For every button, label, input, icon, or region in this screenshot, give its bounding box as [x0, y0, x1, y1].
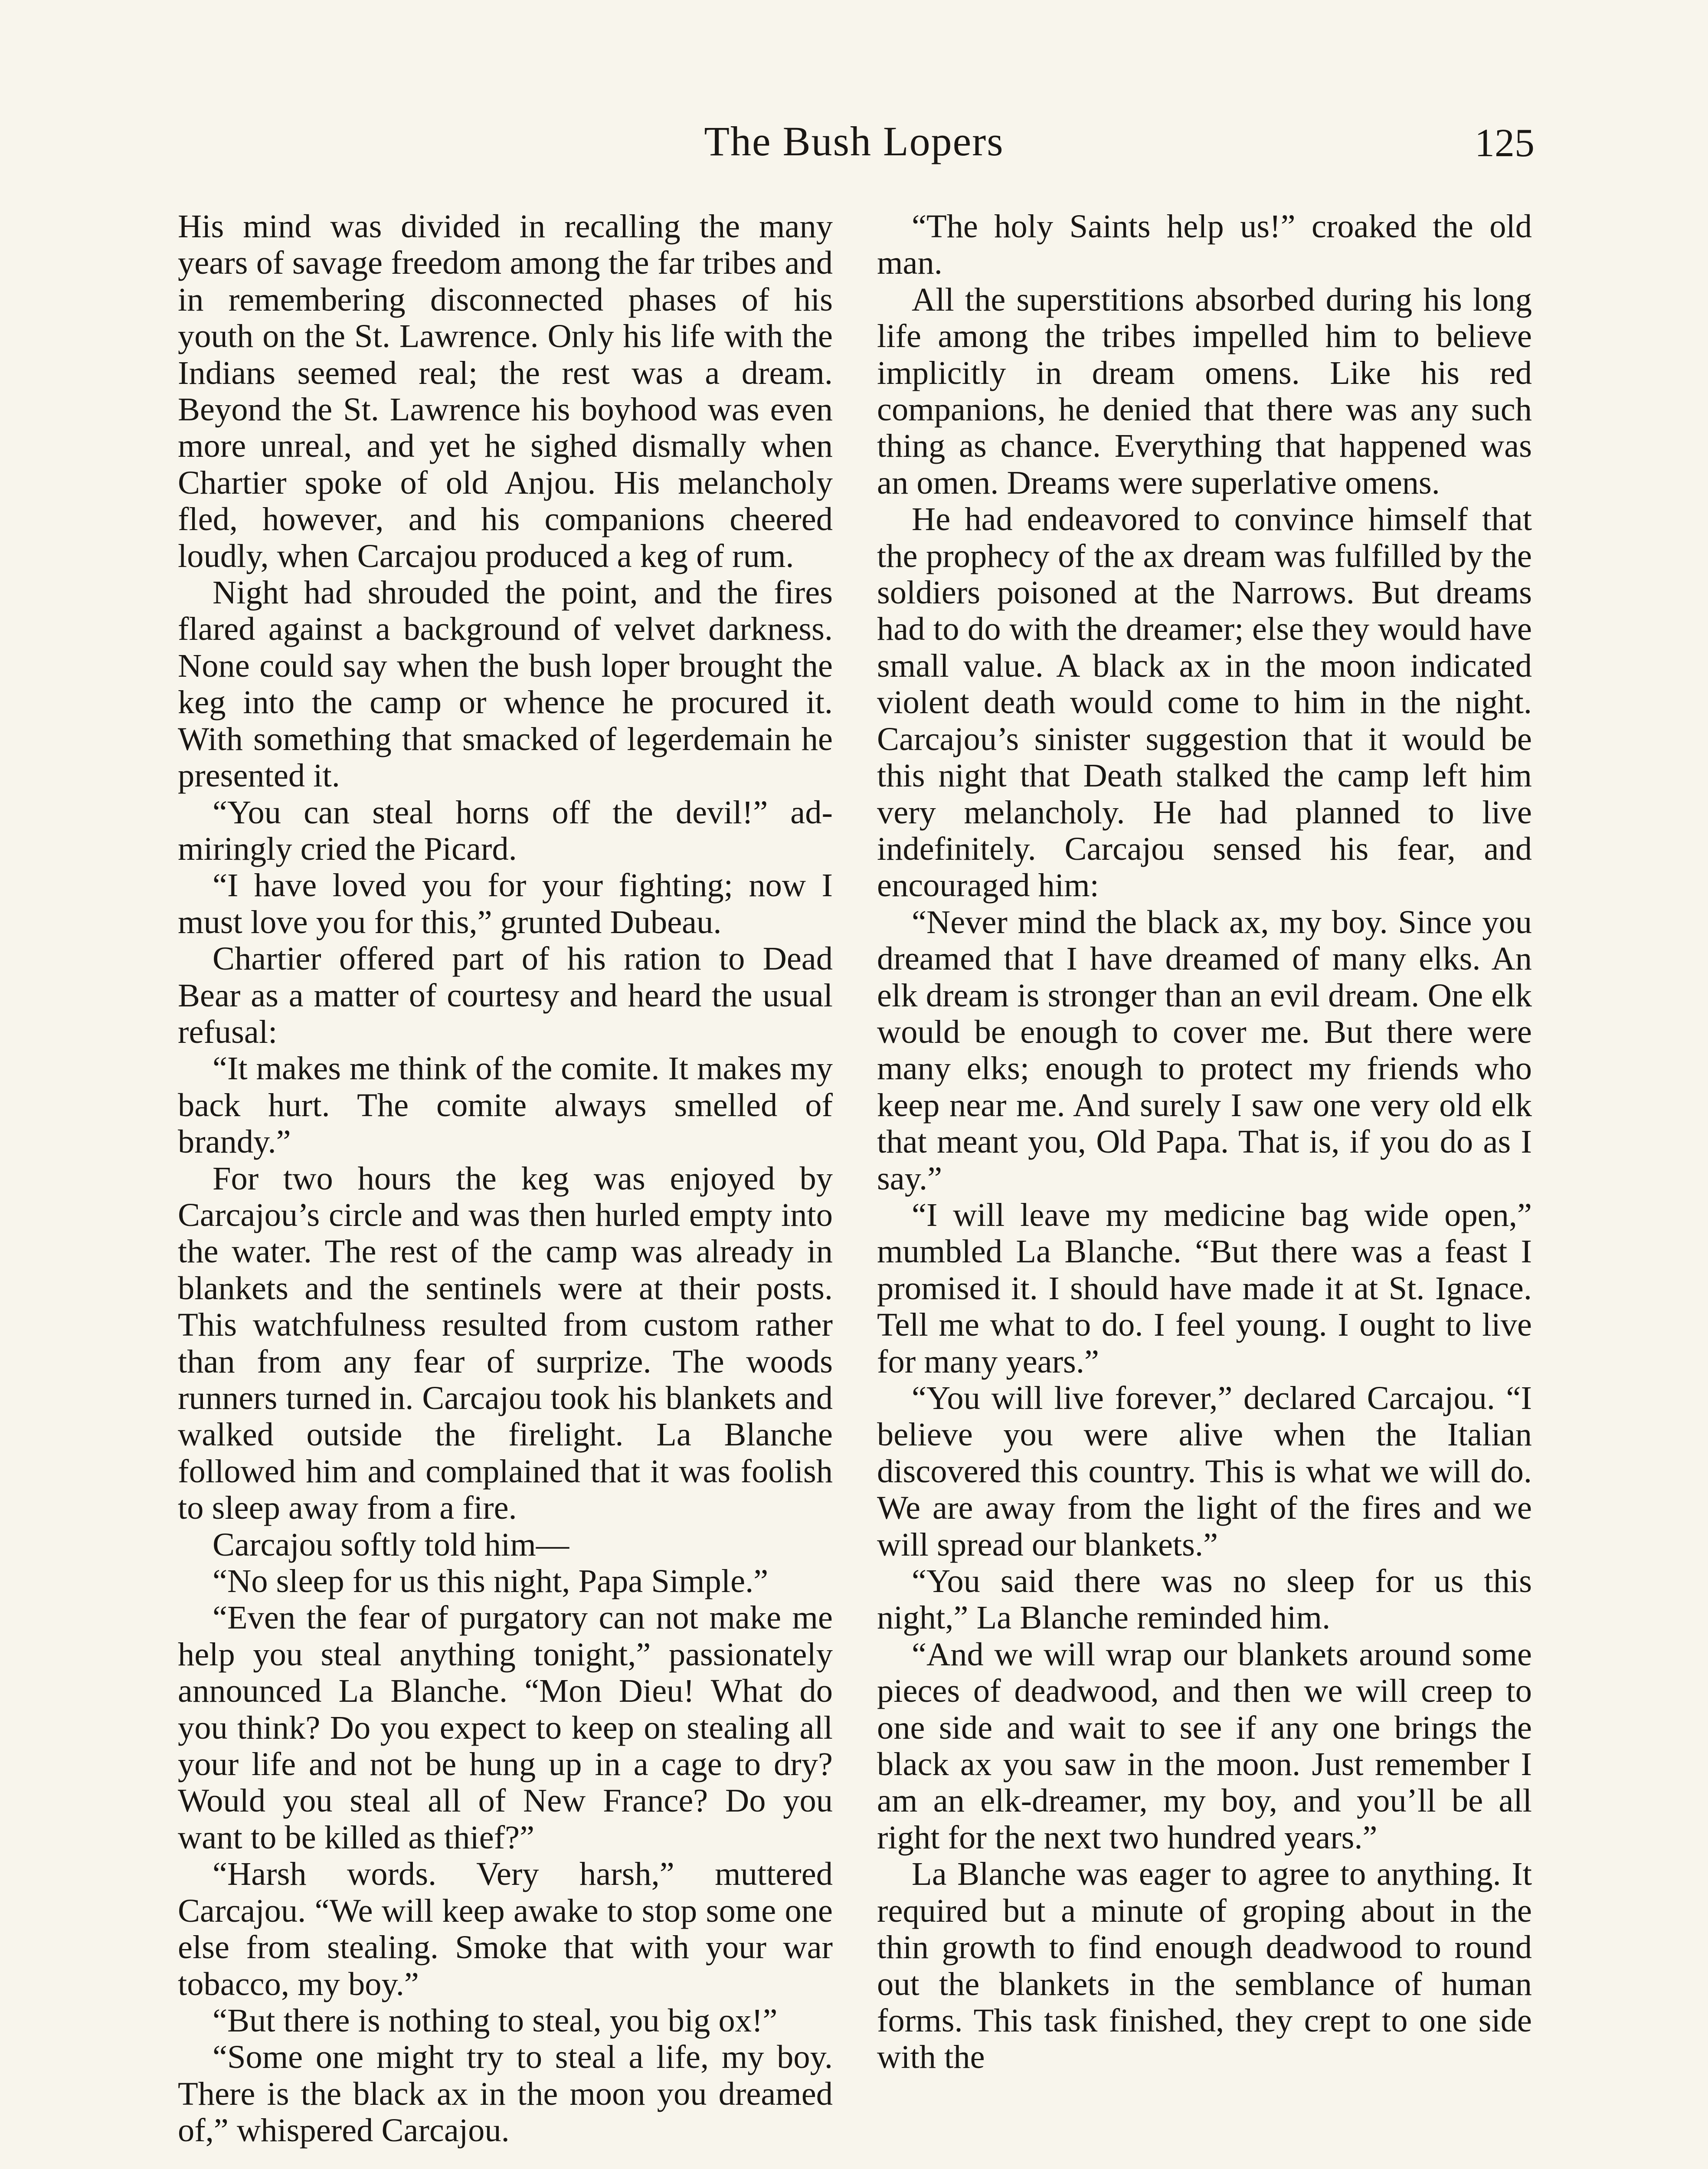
paragraph: “And we will wrap our blankets around some pieces of deadwood, and then we will creep to one side and wait to see if any one brings the black ax you saw in the moon. Just remember I am an elk-dreamer, my boy, and you’ll be all right for the next two hundred years.” [877, 1635, 1532, 1856]
paragraph: “You can steal horns off the devil!” admiringly cried the Picard. [178, 793, 833, 867]
paragraph: Carcajou softly told him— [213, 1526, 569, 1563]
paragraph: “Harsh words. Very harsh,” muttered Carcajou. “We will keep awake to stop some one else from stealing. Smoke that with your war tobacco, my boy.” [178, 1855, 833, 2002]
paragraph: He had endeavored to convince himself that the prophecy of the ax dream was fulfilled by the soldiers poisoned at the Narrows. But dreams had to do with the dreamer; else they would have small value. A black ax in the moon indicated violent death would come to him in the night. Carcajou’s sinister suggestion that it would be this night that Death stalked the camp left him very melancholy. He had planned to live indefinitely. Carcajou sensed his fear, and encouraged him: [877, 501, 1532, 904]
paragraph: All the superstitions absorbed during his long life among the tribes impelled him to believe implicitly in dream omens. Like his red companions, he denied that there was any such thing as chance. Everything that happened was an omen. Dreams were superlative omens. [877, 281, 1532, 501]
running-title: The Bush Lopers [704, 118, 1004, 164]
paragraph: His mind was divided in recalling the many years of savage freedom among the far tribes and in remembering disconnected phases of his youth on the St. Lawrence. Only his life with the Indians seemed real; the rest was a dream. Beyond the St. Lawrence his boyhood was even more unreal, and yet he sighed dismally when Chartier spoke of old Anjou. His melancholy fled, however, and his companions cheered loudly, when Carcajou produced a keg of rum. [178, 208, 833, 574]
paragraph: “No sleep for us this night, Papa Simple.” [213, 1563, 769, 1600]
paragraph: “Even the fear of purgatory can not make me help you steal anything tonight,” passionately announced La Blanche. “Mon Dieu! What do you think? Do you expect to keep on stealing all your life and not be hung up in a cage to dry? Would you steal all of New France? Do you want to be killed as thief?” [178, 1599, 833, 1856]
right-column [877, 208, 1532, 2076]
paragraph: “But there is nothing to steal, you big ox!” [213, 2002, 778, 2039]
paragraph: “I have loved you for your fighting; now I must love you for this,” grunted Dubeau. [178, 867, 833, 940]
paragraph: For two hours the keg was enjoyed by Carcajou’s circle and was then hurled empty into the water. The rest of the camp was already in blankets and the sentinels were at their posts. This watchfulness resulted from custom rather than from any fear of surprize. The woods runners turned in. Carcajou took his blankets and walked outside the firelight. La Blanche followed him and complained that it was foolish to sleep away from a fire. [178, 1160, 833, 1527]
paragraph: Chartier offered part of his ration to Dead Bear as a matter of courtesy and heard the usual refusal: [178, 940, 833, 1050]
paragraph: “It makes me think of the comite. It makes my back hurt. The comite always smelled of brandy.” [178, 1050, 833, 1160]
page-number: 125 [1475, 121, 1535, 165]
paragraph: “The holy Saints help us!” croaked the old man. [877, 208, 1532, 282]
left-column [178, 208, 833, 2149]
paragraph: “You will live forever,” declared Carcajou. “I believe you were alive when the Italian discovered this country. This is what we will do. We are away from the light of the fires and we will spread our blankets.” [877, 1379, 1532, 1563]
paragraph: “Some one might try to steal a life, my boy. There is the black ax in the moon you dreamed of,” whispered Carcajou. [178, 2038, 833, 2149]
paragraph: “You said there was no sleep for us this night,” La Blanche reminded him. [877, 1563, 1532, 1636]
paragraph: “I will leave my medicine bag wide open,” mumbled La Blanche. “But there was a feast I promised it. I should have made it at St. Ignace. Tell me what to do. I feel young. I ought to live for many years.” [877, 1196, 1532, 1380]
paragraph: “Never mind the black ax, my boy. Since you dreamed that I have dreamed of many elks. An elk dream is stronger than an evil dream. One elk would be enough to cover me. But there were many elks; enough to protect my friends who keep near me. And surely I saw one very old elk that meant you, Old Papa. That is, if you do as I say.” [877, 903, 1532, 1197]
paragraph: La Blanche was eager to agree to anything. It required but a minute of groping about in the thin growth to find enough deadwood to round out the blankets in the semblance of human forms. This task finished, they crept to one side with the [877, 1855, 1532, 2076]
paragraph: Night had shrouded the point, and the fires flared against a background of velvet darkness. None could say when the bush loper brought the keg into the camp or whence he procured it. With something that smacked of legerdemain he presented it. [178, 574, 833, 794]
running-head [173, 117, 1535, 174]
